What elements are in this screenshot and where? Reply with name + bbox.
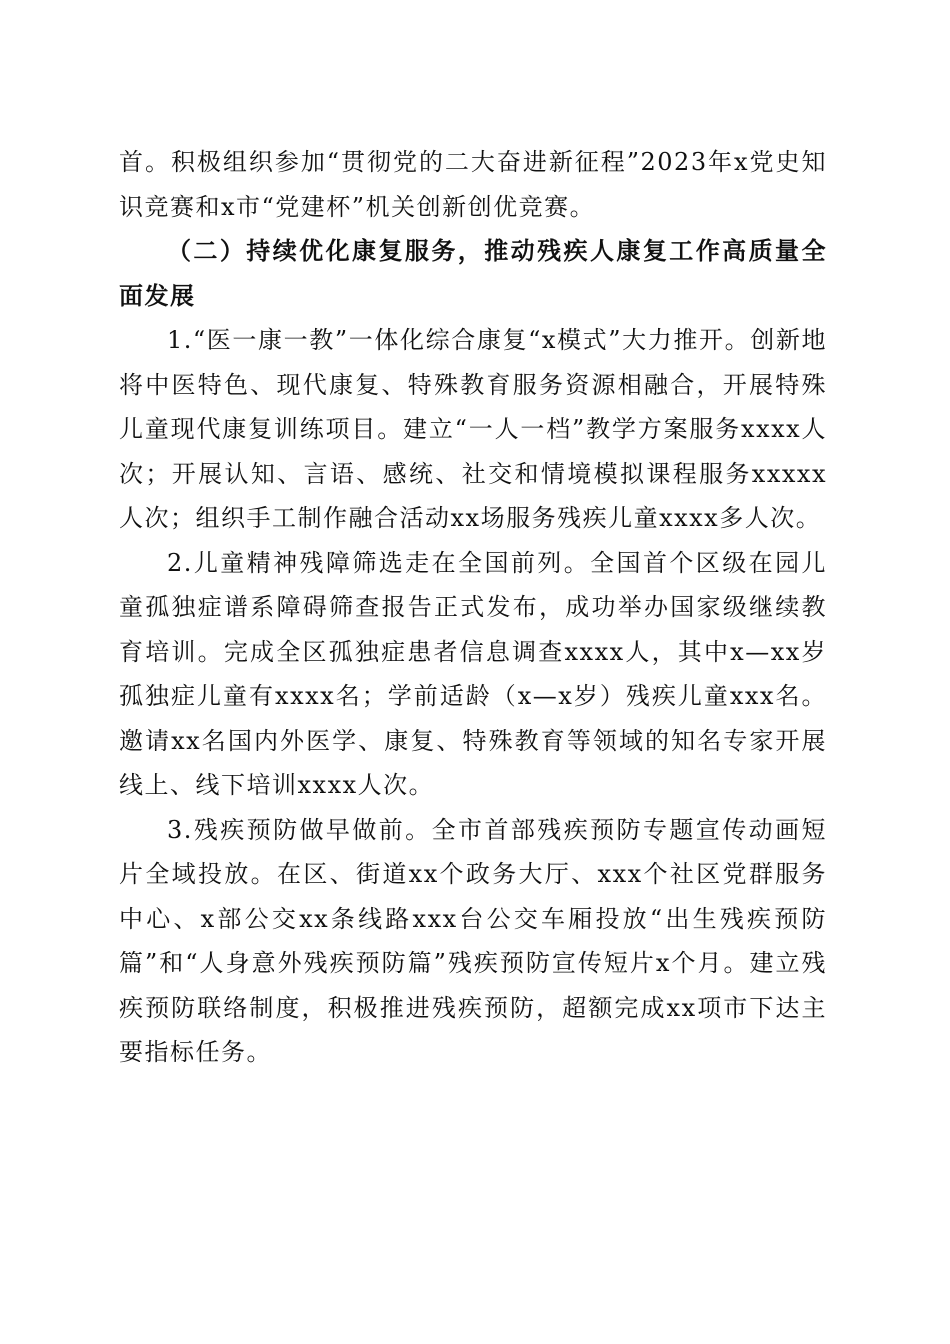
paragraph-item-1: 1.“医一康一教”一体化综合康复“x模式”大力推开。创新地将中医特色、现代康复、特殊教育服务资源相融合，开展特殊儿童现代康复训练项目。建立“一人一档”教学方案服务xxxx人次；开展认知、言语、感统、社交和情境模拟课程服务xxxxx人次；组织手工制作融合活动xx场服务残疾儿童xxxx多人次。 [119, 326, 827, 532]
document-body [119, 140, 827, 1075]
section-heading: （二）持续优化康复服务，推动残疾人康复工作高质量全面发展 [119, 236, 827, 310]
paragraph-item-2: 2.儿童精神残障筛选走在全国前列。全国首个区级在园儿童孤独症谱系障碍筛查报告正式发布，成功举办国家级继续教育培训。完成全区孤独症患者信息调查xxxx人，其中x—xx岁孤独症儿童有xxxx名；学前适龄（x—x岁）残疾儿童xxx名。邀请xx名国内外医学、康复、特殊教育等领域的知名专家开展线上、线下培训xxxx人次。 [119, 548, 827, 799]
paragraph-continuation: 首。积极组织参加“贯彻党的二大奋进新征程”2023年x党史知识竞赛和x市“党建杯”机关创新创优竞赛。 [119, 148, 827, 221]
paragraph-item-3: 3.残疾预防做早做前。全市首部残疾预防专题宣传动画短片全域投放。在区、街道xx个政务大厅、xxx个社区党群服务中心、x部公交xx条线路xxx台公交车厢投放“出生残疾预防篇”和“人身意外残疾预防篇”残疾预防宣传短片x个月。建立残疾预防联络制度，积极推进残疾预防，超额完成xx项市下达主要指标任务。 [119, 815, 827, 1066]
